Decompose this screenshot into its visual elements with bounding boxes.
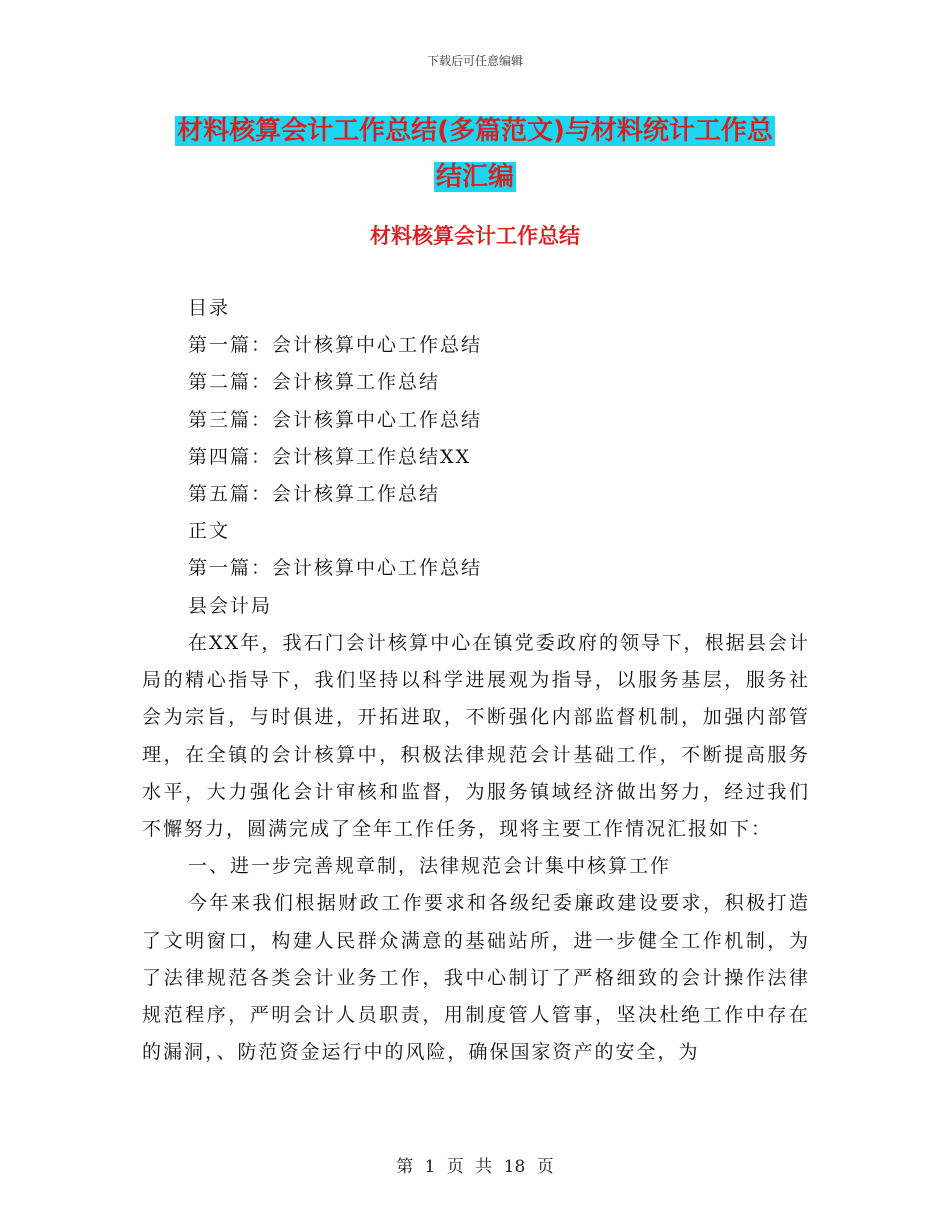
document-title-line-1: 材料核算会计工作总结(多篇范文)与材料统计工作总 xyxy=(177,116,773,146)
table-of-contents xyxy=(188,290,828,625)
page-number: 第 1 页 共 18 页 xyxy=(396,1157,554,1177)
document-title-line-2: 结汇编 xyxy=(435,162,514,192)
toc-heading: 目录 xyxy=(188,297,231,319)
organization-name: 县会计局 xyxy=(188,594,273,617)
body-heading: 正文 xyxy=(188,520,231,543)
toc-item: 第一篇：会计核算中心工作总结 xyxy=(188,334,483,357)
body-paragraph: 今年来我们根据财政工作要求和各级纪委廉政建设要求，积极打造了文明窗口，构建人民群众满意的基础站所，进一步健全工作机制，为了法律规范各类会计业务工作，我中心制订了严格细致的会计操作法律规范程序，严明会计人员职责，用制度管人管事，坚决杜绝工作中存在的漏洞，、防范资金运行中的风险，确保国家资产的安全，为 xyxy=(142,892,810,1064)
article-body xyxy=(142,625,810,1071)
download-note: 下载后可任意编辑 xyxy=(426,54,523,68)
toc-item: 第五篇：会计核算工作总结 xyxy=(188,483,441,506)
body-paragraph: 在XX年，我石门会计核算中心在镇党委政府的领导下，根据县会计局的精心指导下，我们坚持以科学进展观为指导，以服务基层，服务社会为宗旨，与时俱进，开拓进取，不断强化内部监督机制，加强内部管理，在全镇的会计核算中，积极法律规范会计基础工作，不断提高服务水平，大力强化会计审核和监督，为服务镇域经济做出努力，经过我们不懈努力，圆满完成了全年工作任务，现将主要工作情况汇报如下： xyxy=(142,632,810,841)
section-title: 材料核算会计工作总结 xyxy=(370,224,580,248)
document-title xyxy=(0,108,950,200)
toc-item: 第四篇：会计核算工作总结XX xyxy=(188,445,472,468)
toc-item: 第二篇：会计核算工作总结 xyxy=(188,371,441,394)
toc-item: 第三篇：会计核算中心工作总结 xyxy=(188,408,483,431)
section-heading: 一、进一步完善规章制，法律规范会计集中核算工作 xyxy=(188,855,672,878)
article-title: 第一篇：会计核算中心工作总结 xyxy=(188,557,483,580)
